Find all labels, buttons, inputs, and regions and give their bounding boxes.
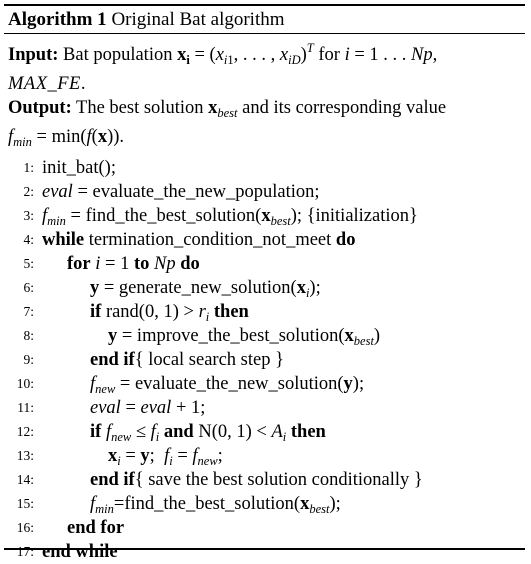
algo-line-17: 17: end while	[16, 542, 118, 562]
algo-line-1: 1: init_bat();	[23, 158, 116, 178]
input-line-1: Input: Bat population $x_i = (x_{i1}$, . . . , $x_{iD})^T$ for i = 1 . . . Np,	[8, 41, 438, 67]
algorithm-name: Original Bat algorithm	[111, 9, 285, 30]
algo-line-8: 8: $y = improve\_the\_best\_solution(x_{best})$	[23, 326, 381, 348]
algo-line-2: 2: eval = evaluate_the_new_population;	[23, 182, 320, 202]
output-text: The best solution	[76, 98, 204, 118]
algo-line-10: 10: $f_{new}$ = evaluate_the_new_solution(y);	[16, 374, 365, 396]
output-label: Output:	[8, 98, 72, 118]
algo-line-3: 3: $f_{min}$ = $find\_the\_best\_solution(x_{best})$; {initialization}	[23, 206, 418, 228]
algo-line-9: 9: end if{ local search step }	[23, 350, 284, 370]
algo-line-15: 15: $f_{min}=find\_the\_best\_solution(x_{best})$;	[16, 494, 341, 516]
output-text-2: and its corresponding value	[242, 98, 447, 118]
algo-line-13: 13: $x_i = y$; $f_i = f_{new}$;	[16, 446, 223, 468]
algo-line-5: 5: for i = 1 to Np do	[23, 254, 200, 274]
input-text: Bat population	[63, 45, 173, 65]
input-for: for	[318, 45, 340, 65]
algo-line-6: 6: $y = generate\_new\_solution(x_i)$;	[23, 278, 321, 300]
input-label: Input:	[8, 45, 59, 65]
algo-line-12: 12: if $f_{new} \le f_i$ and N(0, $1) < A_i$ then	[16, 422, 326, 444]
algo-line-11: 11: eval = eval + 1;	[17, 398, 206, 418]
algorithm-title	[4, 6, 525, 33]
input-line-2: MAX_FE.	[8, 74, 86, 94]
output-line-1: Output: The best solution $x_{best}$ and its corresponding value	[8, 98, 447, 120]
algorithm-body	[4, 156, 525, 564]
algorithm-label: Algorithm 1	[8, 9, 107, 30]
title-rule	[4, 33, 525, 34]
algo-line-7: 7: if rand(0, $1) > r_i$ then	[23, 302, 249, 324]
algorithm-box	[4, 4, 525, 564]
bottom-rule	[4, 548, 525, 550]
algo-line-14: 14: end if{ save the best solution conditionally }	[16, 470, 423, 490]
algo-line-4: 4: while termination_condition_not_meet do	[23, 230, 356, 250]
output-line-2: $f_{min} = \min(f(x))$.	[8, 127, 125, 149]
algo-line-16: 16: end for	[16, 518, 125, 538]
